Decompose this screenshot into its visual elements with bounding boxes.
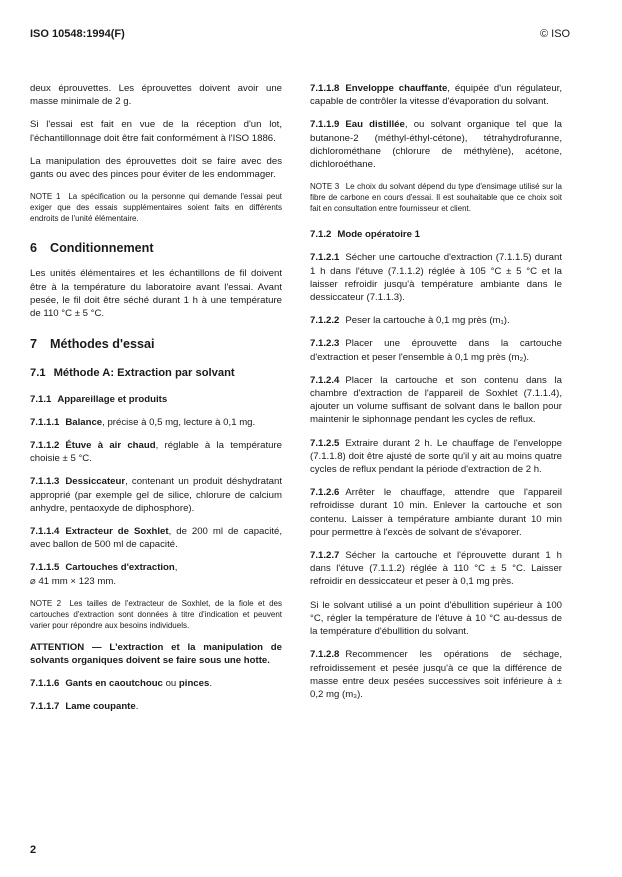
section-number: 7.1.1 xyxy=(30,393,52,405)
paragraph: La manipulation des éprouvettes doit se faire avec des gants ou avec des pinces pour éviter de les endommager. xyxy=(30,155,282,181)
item-title: Balance xyxy=(65,416,103,428)
item-number: 7.1.1.6 xyxy=(30,678,60,690)
item-text: , contenant un produit déshydratant approprié (par exemple gel de silice, chlorure de calcium anhydre, pentaoxyde de diphosphore). xyxy=(30,476,282,514)
item-7-1-1-4 xyxy=(30,525,282,551)
item-text: , précise à 0,5 mg, lecture à 0,1 mg. xyxy=(102,416,256,428)
step-text: Sécher une cartouche d'extraction (7.1.1.5) durant 1 h dans l'étuve (7.1.1.2) réglée à 105 °C ± 5 °C et la laisser refroidir jusqu'à température ambiante dans le dessiccateur (7.1.1.3). xyxy=(310,252,562,304)
section-7-1-1-heading xyxy=(30,393,282,406)
step-text: Placer la cartouche et son contenu dans la chambre d'extraction de l'appareil de Soxhlet (7.1.1.4), ajouter un volume suffisant de solvant dans le ballon pour maintenir le siphonnage pendant les cycles de reflux. xyxy=(310,374,562,426)
item-title-2: pinces xyxy=(178,678,210,690)
item-text: , réglable à la température choisie ± 5 °C. xyxy=(30,440,282,465)
item-number: 7.1.1.9 xyxy=(310,119,340,131)
item-title: Eau distillée xyxy=(345,119,405,131)
item-number: 7.1.1.5 xyxy=(30,562,60,574)
item-number: 7.1.1.3 xyxy=(30,476,60,488)
item-7-1-1-6 xyxy=(30,677,282,690)
paragraph: Si le solvant utilisé a un point d'ébullition supérieur à 100 °C, régler la température de l'étuve à 10 °C au-dessus de la température d'ébullition du solvant. xyxy=(310,599,562,638)
paragraph: Si l'essai est fait en vue de la réception d'un lot, l'échantillonnage doit être fait conformément à l'ISO 1886. xyxy=(30,119,282,144)
item-7-1-1-8 xyxy=(310,82,562,108)
section-title: Méthode A: Extraction par solvant xyxy=(53,367,235,380)
item-text-end: . xyxy=(209,678,212,690)
item-text-end: . xyxy=(135,701,139,713)
note-label: NOTE 1 xyxy=(30,192,61,202)
section-title: Méthodes d'essai xyxy=(50,337,155,352)
section-number: 6 xyxy=(30,241,38,256)
note-label: NOTE 2 xyxy=(30,598,62,608)
section-title: Appareillage et produits xyxy=(57,393,168,405)
item-title: Extracteur de Soxhlet xyxy=(65,526,169,538)
warning-text: ATTENTION — L'extraction et la manipulation de solvants organiques doivent se faire sous une hotte. xyxy=(30,641,282,667)
paragraph: deux éprouvettes. Les éprouvettes doivent avoir une masse minimale de 2 g. xyxy=(30,83,282,108)
section-7-heading xyxy=(30,338,282,351)
cartridge-dimensions: ⌀ 41 mm × 123 mm. xyxy=(30,575,117,587)
right-column xyxy=(310,82,562,711)
step-7-1-2-4 xyxy=(310,374,562,427)
left-column xyxy=(30,82,282,724)
item-7-1-1-3 xyxy=(30,475,282,515)
item-number: 7.1.1.8 xyxy=(310,83,340,94)
step-text: Recommencer les opérations de séchage, refroidissement et pesée jusqu'à ce que la différence de masse entre deux pesées successives soit inférieure à ± 0,2 mg (m₃). xyxy=(310,649,562,700)
item-number: 7.1.1.1 xyxy=(30,416,60,428)
step-number: 7.1.2.5 xyxy=(310,437,340,449)
item-text: , ou solvant organique tel que la butanone-2 (méthyl-éthyl-cétone), tétrahydrofuranne, dichlorométhane (chlorure de méthylène), acétone, dichloroéthane. xyxy=(310,119,563,171)
section-title: Mode opératoire 1 xyxy=(337,229,420,241)
item-number: 7.1.1.2 xyxy=(30,440,60,452)
step-text: Peser la cartouche à 0,1 mg près (m₁). xyxy=(345,315,510,327)
item-text: , équipée d'un régulateur, capable de contrôler la vitesse d'évaporation du solvant. xyxy=(310,83,563,108)
section-number: 7 xyxy=(30,337,38,352)
section-7-1-heading xyxy=(30,367,282,380)
step-text: Arrêter le chauffage, attendre que l'appareil refroidisse durant 10 min. Enlever la cartouche et son contenu. Laisser à température ambiante durant 10 min pour permettre à l'excès de solvant de s'évaporer. xyxy=(310,487,562,538)
item-title: Étuve à air chaud xyxy=(65,440,156,452)
step-7-1-2-8 xyxy=(310,648,562,701)
item-title: Dessiccateur xyxy=(65,476,126,488)
note-text: Le choix du solvant dépend du type d'ensimage utilisé sur la fibre de carbone en cours d'essai. Il est souhaitable que ce choix soit fait en consultation entre fournisseur et client. xyxy=(310,182,562,214)
section-title: Conditionnement xyxy=(50,241,154,256)
note-2 xyxy=(30,598,282,631)
section-number: 7.1 xyxy=(30,367,46,380)
step-number: 7.1.2.7 xyxy=(310,550,340,562)
item-title: Enveloppe chauffante xyxy=(345,83,448,94)
item-number: 7.1.1.4 xyxy=(30,526,60,538)
item-title: Lame coupante xyxy=(65,701,136,713)
item-7-1-1-7 xyxy=(30,700,282,713)
step-text: Extraire durant 2 h. Le chauffage de l'enveloppe (7.1.1.8) doit être ajusté de sorte qu'il y ait au moins quatre cycles de reflux pendant la période d'extraction de 2 h. xyxy=(310,437,562,476)
item-7-1-1-1 xyxy=(30,416,282,429)
step-number: 7.1.2.3 xyxy=(310,338,340,350)
note-1 xyxy=(30,191,282,224)
note-text: Les tailles de l'extracteur de Soxhlet, de la fiole et des cartouches d'extraction sont données à titre d'indication et peuvent varier pour répondre aux besoins individuels. xyxy=(30,598,282,630)
paragraph: Les unités élémentaires et les échantillons de fil doivent être à la température du laboratoire avant l'essai. Avant pesée, le fil doit être séché durant 1 h à une température de 110 °C ± 5 °C. xyxy=(30,268,282,320)
step-7-1-2-2 xyxy=(310,314,562,327)
item-text: , xyxy=(174,562,178,574)
item-text: , de 200 ml de capacité, avec ballon de 500 ml de capacité. xyxy=(30,526,282,551)
note-label: NOTE 3 xyxy=(310,182,340,192)
step-number: 7.1.2.6 xyxy=(310,487,340,499)
step-text: Sécher la cartouche et l'éprouvette durant 1 h dans l'étuve (7.1.1.2) réglée à 110 °C ± 5 °C. Laisser refroidir en dessiccateur et peser à 0,1 mg près. xyxy=(310,550,562,588)
step-number: 7.1.2.2 xyxy=(310,315,340,327)
item-title: Cartouches d'extraction xyxy=(65,562,175,574)
step-7-1-2-3 xyxy=(310,337,562,363)
item-text: ou xyxy=(162,678,179,690)
section-number: 7.1.2 xyxy=(310,229,332,241)
step-7-1-2-1 xyxy=(310,251,562,304)
step-number: 7.1.2.1 xyxy=(310,252,340,264)
step-7-1-2-7 xyxy=(310,549,562,589)
step-7-1-2-6 xyxy=(310,486,562,539)
item-7-1-1-5 xyxy=(30,561,282,587)
header-copyright: © ISO xyxy=(540,28,571,40)
item-number: 7.1.1.7 xyxy=(30,701,60,713)
note-3 xyxy=(310,181,562,214)
item-7-1-1-9 xyxy=(310,118,562,171)
page-number: 2 xyxy=(30,844,37,856)
step-text: Placer une éprouvette dans la cartouche d'extraction et peser l'ensemble à 0,1 mg près (m₂). xyxy=(310,338,562,363)
item-7-1-1-2 xyxy=(30,439,282,465)
note-text: La spécification ou la personne qui demande l'essai peut exiger que des essais supplémentaires soient faits en différents endroits de l'unité élémentaire. xyxy=(30,192,282,224)
step-7-1-2-5 xyxy=(310,437,562,477)
section-7-1-2-heading xyxy=(310,228,562,241)
section-6-heading xyxy=(30,242,282,255)
header-standard-id: ISO 10548:1994(F) xyxy=(30,28,125,40)
step-number: 7.1.2.4 xyxy=(310,374,340,386)
item-title: Gants en caoutchouc xyxy=(65,678,163,690)
step-number: 7.1.2.8 xyxy=(310,649,340,661)
